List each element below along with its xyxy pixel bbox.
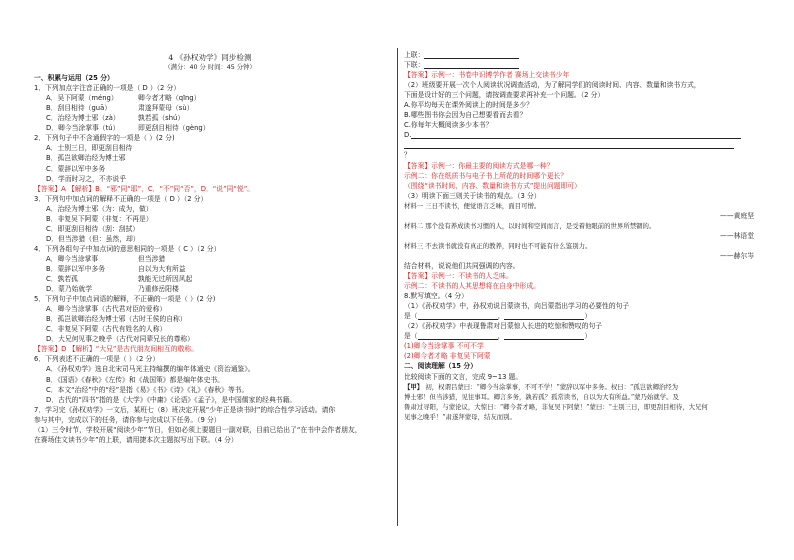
line-text: ） xyxy=(584,312,592,321)
question-line xyxy=(404,321,758,331)
line-text: ？ xyxy=(404,151,411,160)
line-text: 8.默写填空。（4 分） xyxy=(404,292,468,301)
option-row xyxy=(34,103,386,113)
passage-label: 【甲】 xyxy=(404,382,426,391)
answer-line: 【答案】D 【解析】“大兄”是古代朋友间相互的敬称。 xyxy=(34,345,198,354)
material-text xyxy=(404,241,758,251)
material-label: 材料一 xyxy=(404,201,426,210)
answer-blank xyxy=(411,131,741,139)
material-text xyxy=(404,221,758,231)
line-text: 下联： xyxy=(404,61,425,70)
question-line: 2．下列句子中不含通假字的一项是（ ）(2 分) xyxy=(34,134,175,143)
column-divider xyxy=(397,48,398,526)
answer-line: (2)卿今者才略 非复吴下阿蒙 xyxy=(404,352,491,361)
option-line: C．即更刮目相待（刮：刮拭） xyxy=(46,224,140,233)
material-attribution: ——赫尔岑 xyxy=(720,251,754,260)
option-row xyxy=(34,274,386,284)
line-text: ） xyxy=(584,332,592,341)
question-line xyxy=(404,50,758,60)
option-row xyxy=(34,264,386,274)
passage-text: 初，权谓吕蒙曰：“卿今当涂掌事，不可不学！”蒙辞以军中多务。权曰：“孤岂欲卿治经为 xyxy=(425,382,679,391)
answer-line: 示例二：不读书的人其思想将在自身中形成。 xyxy=(404,282,540,291)
material-label: 材料二 xyxy=(404,221,426,230)
answer-line: 【答案】A 【解析】B．“邪”同“耶”，C．“不”同“否”，D．“说”同“悦”。 xyxy=(34,184,255,193)
answer-blank xyxy=(418,332,498,340)
material-label: 材料三 xyxy=(404,241,426,250)
question-line xyxy=(404,110,758,120)
option-text: 乃重修岳阳楼 xyxy=(138,285,179,294)
option-line: D．古代的“四书”指的是《大学》《中庸》《论语》《孟子》，是中国儒家的经典书籍。 xyxy=(46,395,297,404)
question-line xyxy=(404,140,758,150)
section-heading: 一、积累与运用（25 分） xyxy=(34,74,114,83)
question-line: 5．下列句子中加点词语的解释，不正确的一项是（ ）(2 分) xyxy=(34,295,216,304)
question-line: （1）三令时节，学校开展“阅读少年”节日，但如必须上要题目一副对联，目前已给出了“在书中会作者朋友， xyxy=(34,425,362,434)
answer-blank xyxy=(424,61,519,69)
passage-line xyxy=(404,382,758,392)
question-line: 4．下列各组句子中加点词的意思相同的一项是（ C ）（2 分） xyxy=(34,244,221,253)
option-line: D．大兄何见事之晚乎（古代对同辈兄长的尊称） xyxy=(46,335,194,344)
option-text: 卿今者才略（qīng） xyxy=(138,94,201,103)
exam-meta: （满分：40 分 时间：45 分钟） xyxy=(164,64,256,72)
option-text: 即更刮目相待（gèng） xyxy=(138,124,210,133)
right-column xyxy=(404,50,758,422)
line-text: 上联： xyxy=(404,51,425,59)
line-text: 是（ xyxy=(404,312,418,321)
option-text: C．治经为博士邪（zà） xyxy=(46,114,120,123)
answer-blank xyxy=(424,51,519,59)
line-text: C.你每年大概阅读多少本书？ xyxy=(404,121,493,130)
question-line xyxy=(404,90,758,100)
option-text: A．卿今当涂掌事 xyxy=(46,254,99,263)
option-row xyxy=(34,93,386,103)
option-line: B．孤岂欲卿治经为博士邪（古时王侯的自称） xyxy=(46,315,187,324)
section-heading: 二、阅读理解（15 分） xyxy=(404,362,477,371)
passage-line xyxy=(404,402,758,412)
line-text: D. xyxy=(404,131,412,140)
material-body: 那个没有养成读书习惯的人，以时间和空间而言，是受着他眼前的世界所禁锢的。 xyxy=(425,221,656,230)
line-text: A.你平均每天在课外阅读上的时间是多少？ xyxy=(404,101,534,110)
question-line xyxy=(404,150,758,160)
answer-line: （围绕“读书时间、内容、数量和读书方式”提出问题即可） xyxy=(404,181,581,190)
option-line: A．治经为博士邪（为：成为，做） xyxy=(46,204,153,213)
option-text: 肃遂拜蒙母（sù） xyxy=(138,104,194,113)
passage-text: 见事之晚乎！”肃遂拜蒙母，结友而别。 xyxy=(404,412,516,421)
passage-line xyxy=(404,412,758,422)
material-body: 三日不读书，便觉语言乏味，面目可憎。 xyxy=(425,201,541,210)
passage-text: 鲁肃过寻阳，与蒙论议，大惊曰：“卿今者才略，非复吴下阿蒙！”蒙曰：“士别三日，即更刮目相待，大兄何 xyxy=(404,402,708,411)
line-text: （1）《孙权劝学》中，孙权劝说吕蒙读书，向吕蒙指出学习的必要性的句子 xyxy=(404,302,630,311)
option-text: B．蒙辞以军中多务 xyxy=(46,264,106,273)
material-attribution: ——黄庭坚 xyxy=(720,211,754,220)
option-line: D．学而时习之，不亦说乎 xyxy=(46,174,126,183)
option-text: C．孰若孤 xyxy=(46,275,78,284)
line-text: B.哪些图书你会因为自己想要看而去看？ xyxy=(404,111,527,120)
option-text: B．刮目相待（guā） xyxy=(46,104,112,113)
answer-line: (1)卿今当涂掌事 不可不学 xyxy=(404,342,484,351)
question-line xyxy=(404,60,758,70)
answer-blank xyxy=(504,332,584,340)
passage-line xyxy=(404,392,758,402)
material-attribution: ——林语堂 xyxy=(720,231,754,240)
option-line: A．《孙权劝学》选自北宋司马光主持编撰的编年体通史《资治通鉴》。 xyxy=(46,365,255,374)
option-line: A．士别三日，即更刮目相待 xyxy=(46,144,133,153)
question-line: （3）明读下面三则关于读书的观点。（3 分） xyxy=(404,191,541,200)
option-line: D．但当涉猎（但：虽然，却） xyxy=(46,234,140,243)
option-row xyxy=(34,254,386,264)
answer-blank xyxy=(418,312,498,320)
line-text: 下面是设计好的三个问题，请按调查要求再补充一个问题。（2 分） xyxy=(404,91,605,100)
question-line xyxy=(404,301,758,311)
question-line: 比较阅读下面的文言，完成 9~13 题。 xyxy=(404,372,523,381)
question-line: 7．学习完《孙权劝学》一文后，某班七（8）班决定开展“少年正是读书时”的综合性学习活动。请你 xyxy=(34,405,336,414)
question-line: 参与其中，完成以下的任务，请你参与完成以下任务。（9 分） xyxy=(34,415,221,424)
option-line: B．《国语》《春秋》《左传》和《战国策》都是编年体史书。 xyxy=(46,375,224,384)
question-line: 6．下列表述不正确的一项是（ ）（2 分） xyxy=(34,355,160,364)
line-text: 是（ xyxy=(404,332,418,341)
option-text: D．蒙乃始就学 xyxy=(46,285,93,294)
option-text: 但当涉猎 xyxy=(138,254,166,263)
option-text: 孰若孤（shú） xyxy=(138,114,185,123)
question-line xyxy=(404,100,758,110)
question-line: 在赛场佳文读书少年”的上联，请用捷本次主题拟写出下联。（4 分） xyxy=(34,435,238,444)
question-line: 结合材料，说说他们共同强调的内容。 xyxy=(404,261,520,270)
answer-blank xyxy=(504,312,584,320)
option-row xyxy=(34,113,386,123)
left-column xyxy=(34,50,386,445)
question-line: 1．下列加点字注音正确的一项是（ D ）（2 分） xyxy=(34,84,181,93)
question-line: 3．下列句中加点词的解释不正确的一项是（ D ）（2 分） xyxy=(34,194,208,203)
question-line xyxy=(404,120,758,130)
option-line: B．孤岂欲卿治经为博士邪 xyxy=(46,154,126,163)
material-text xyxy=(404,201,758,211)
line-text: ， xyxy=(497,332,505,341)
option-row xyxy=(34,284,386,294)
option-line: C．蒙辞以军中多务 xyxy=(46,164,106,173)
line-text: （2）《孙权劝学》中表现鲁肃对吕蒙惊人长进的吃惊和赞叹的句子 xyxy=(404,322,603,331)
question-line xyxy=(404,291,758,301)
passage-text: 博士邪！但当涉猎，见往事耳。卿言多务，孰若孤？孤常读书，自以为大有所益。”蒙乃始就学。及 xyxy=(404,392,679,401)
option-line: A．卿今当涂掌事（古代君对臣的爱称） xyxy=(46,305,167,314)
question-line xyxy=(404,331,758,341)
line-text: （2）班级要开展一次个人阅读状况调查活动，为了解同学们的阅读时间、内容、数量和读书方式， xyxy=(404,81,701,90)
question-line xyxy=(404,80,758,90)
option-text: 孰能无过所因风起 xyxy=(138,275,193,284)
option-line: C．非复吴下阿蒙（古代有姓名的人称） xyxy=(46,325,167,334)
page-title: 4 《孙权劝学》同步检测 xyxy=(168,53,252,62)
answer-line: 示例二：你在纸质书与电子书上所花的时间哪个更长？ xyxy=(404,171,568,180)
question-line xyxy=(404,311,758,321)
line-text: ， xyxy=(497,312,505,321)
line-text: 【答案】示例一：书卷中识博学作者 赛场上交读书少年 xyxy=(404,71,570,80)
option-line: B．非复吴下阿蒙（非复：不再是） xyxy=(46,214,153,223)
answer-line: 【答案】示例一：不读书的人乏味。 xyxy=(404,272,513,281)
option-text: D．卿今当涂掌事（tú） xyxy=(46,124,120,133)
answer-line: 【答案】示例一：你最主要的阅读方式是哪一种？ xyxy=(404,161,554,170)
answer-line xyxy=(404,70,758,80)
option-line: C．本文“治经”中的“经”是指《易》《书》《诗》《礼》《春秋》等书。 xyxy=(46,385,249,394)
question-line xyxy=(404,130,758,140)
option-row xyxy=(34,123,386,133)
option-text: 自以为大有所益 xyxy=(138,264,186,273)
answer-blank xyxy=(404,141,734,149)
option-text: A．吴下阿蒙（méng） xyxy=(46,94,118,103)
material-body: 不去读书就没有真正的教养，同时也不可能有什么鉴别力。 xyxy=(425,241,592,250)
